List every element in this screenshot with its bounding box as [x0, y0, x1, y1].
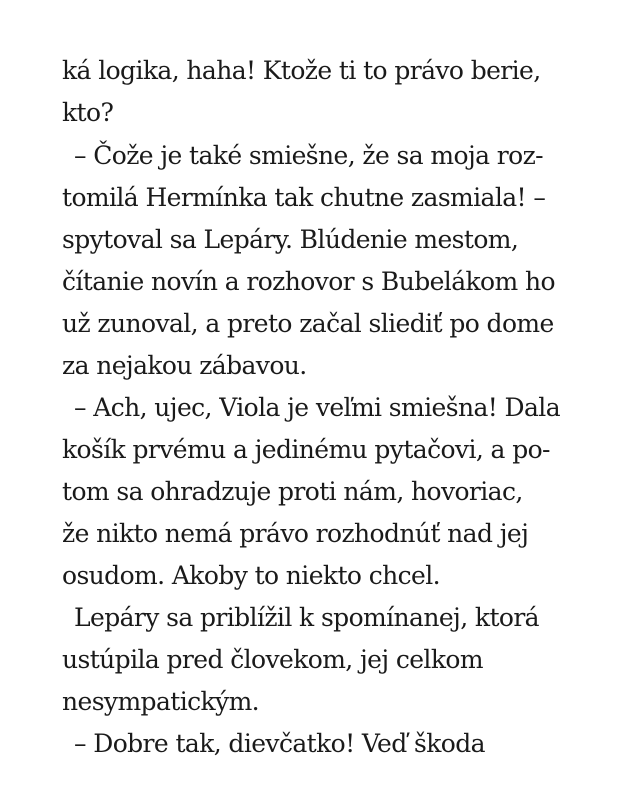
text-line: že nikto nemá právo rozhodnúť nad jej: [62, 519, 529, 548]
text-line: nesympatickým.: [62, 687, 260, 716]
text-line: už zunoval, a preto začal sliediť po dome: [62, 309, 554, 338]
text-line: tom sa ohradzuje proti nám, hovoriac,: [62, 477, 523, 506]
text-line: ustúpila pred človekom, jej celkom: [62, 645, 483, 674]
text-line: – Ach, ujec, Viola je veľmi smiešna! Dala: [74, 393, 561, 422]
text-line: za nejakou zábavou.: [62, 351, 307, 380]
text-line: kto?: [62, 98, 114, 127]
text-line: ká logika, haha! Ktože ti to právo berie,: [62, 56, 541, 85]
text-line: spytoval sa Lepáry. Blúdenie mestom,: [62, 225, 519, 254]
text-line: Lepáry sa priblížil k spomínanej, ktorá: [74, 603, 539, 632]
text-line: – Čože je také smiešne, že sa moja roz-: [74, 141, 543, 170]
text-line: osudom. Akoby to niekto chcel.: [62, 561, 440, 590]
text-line: čítanie novín a rozhovor s Bubelákom ho: [62, 267, 555, 296]
text-line: tomilá Hermínka tak chutne zasmiala! –: [62, 183, 546, 212]
text-line: košík prvému a jedinému pytačovi, a po-: [62, 435, 550, 464]
text-line: – Dobre tak, dievčatko! Veď škoda: [74, 729, 485, 758]
